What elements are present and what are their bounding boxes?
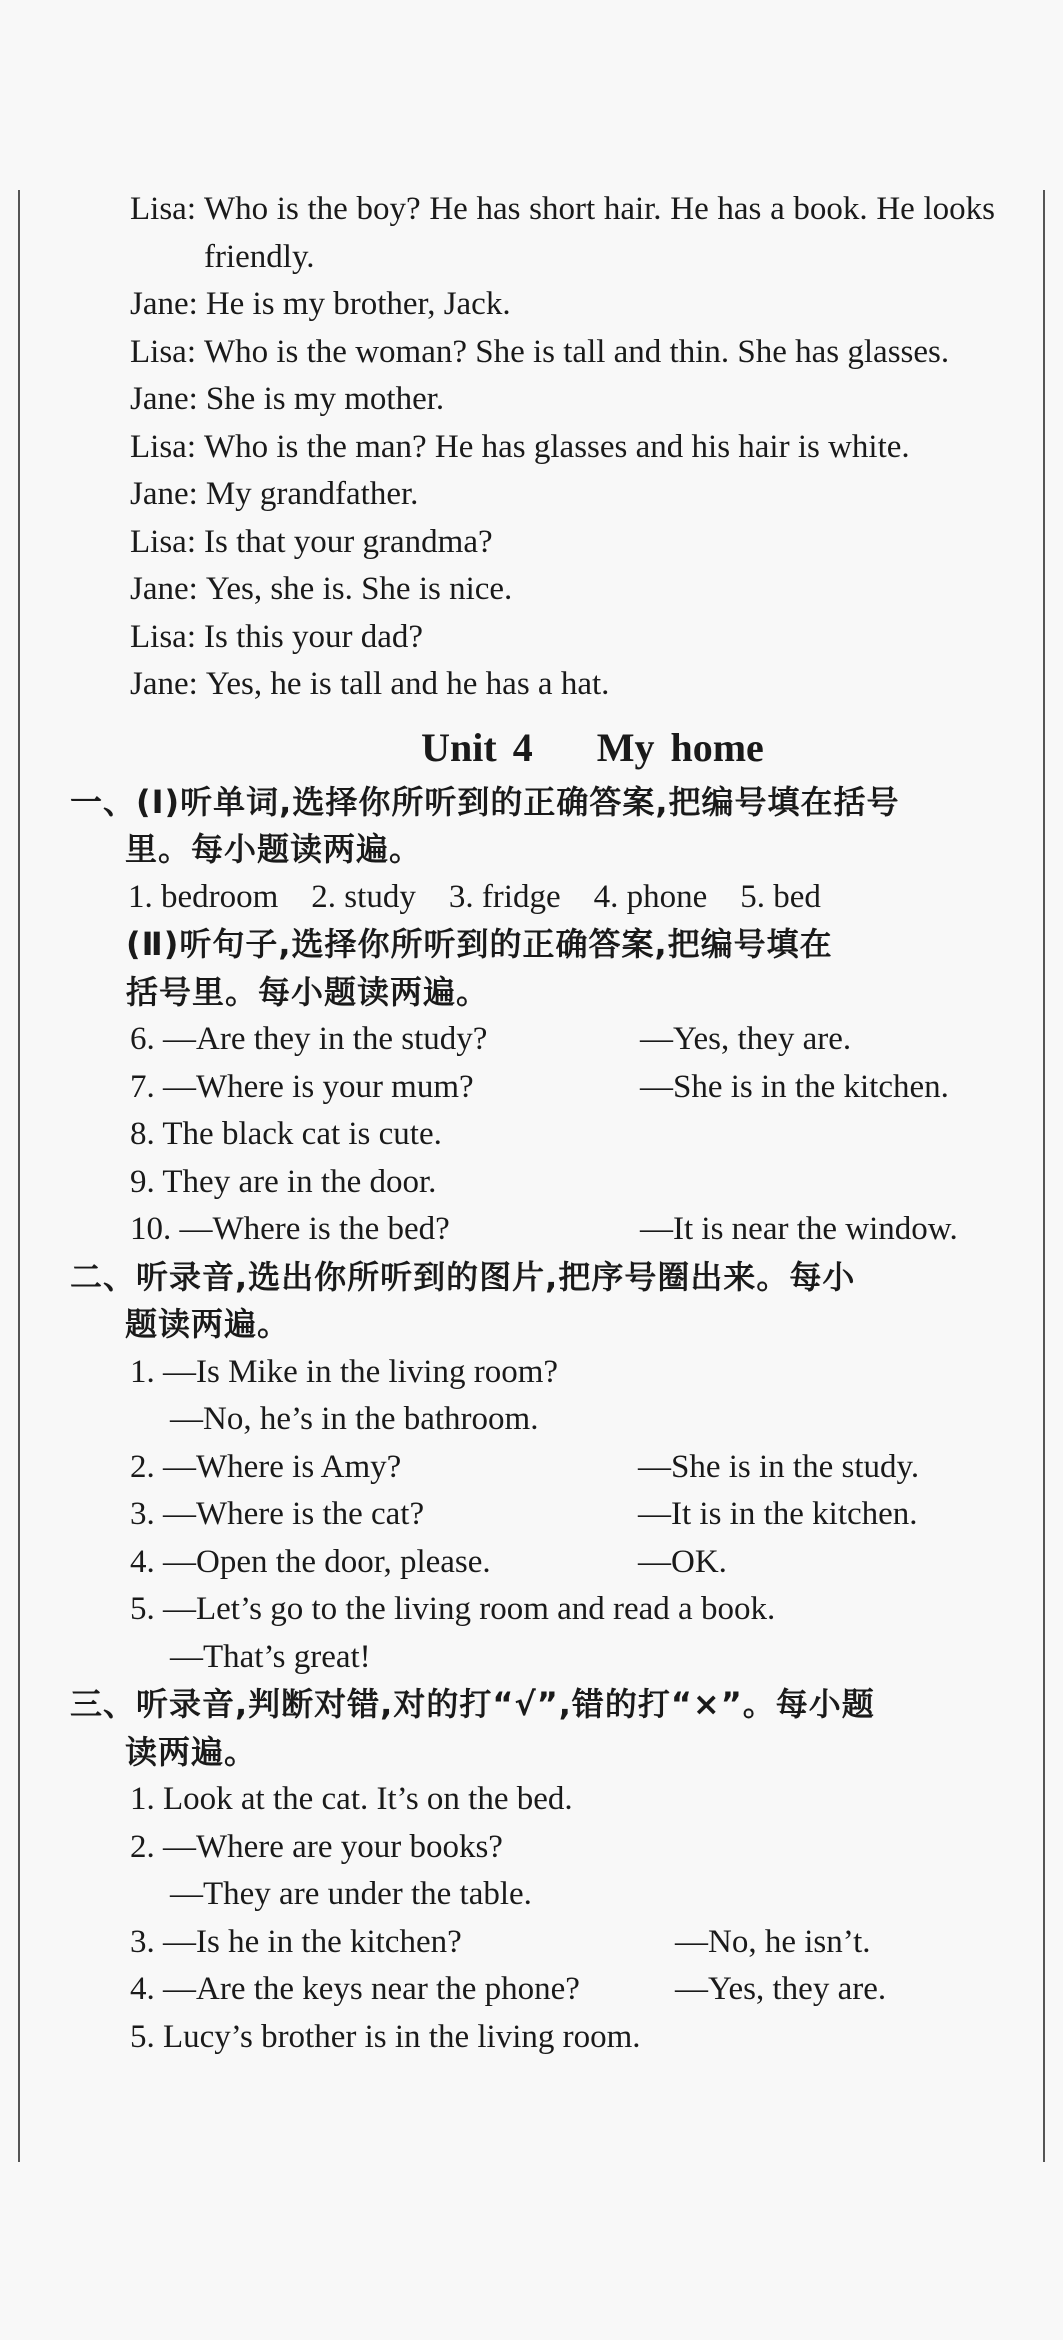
answer-text: —No, he’s in the bathroom.	[170, 1401, 539, 1437]
dialogue-text: Who is the woman? She is tall and thin. She has glasses.	[203, 333, 950, 370]
question-item	[130, 1491, 995, 1539]
question-text: 5. —Let’s go to the living room and read a book.	[130, 1591, 776, 1627]
question-text: 2. —Where are your books?	[130, 1828, 503, 1865]
section-1-part-2-heading-cont: 括号里。每小题读两遍。	[126, 972, 490, 1011]
dialogue-line	[130, 376, 995, 424]
answer-text: —OK.	[638, 1543, 727, 1580]
question-item	[130, 1016, 995, 1064]
dialogue-text: My grandfather.	[205, 476, 419, 512]
question-item	[130, 1539, 995, 1587]
answer-text: —They are under the table.	[170, 1876, 532, 1912]
answer-text: —Yes, they are.	[675, 1971, 887, 2007]
right-margin-rule	[1043, 190, 1045, 2162]
dialogue-line	[130, 661, 995, 709]
speaker: Jane:	[130, 286, 198, 322]
dialogue-text: Is this your dad?	[203, 618, 424, 655]
speaker: Jane:	[130, 381, 198, 417]
answer-text: —She is in the kitchen.	[640, 1068, 949, 1105]
section-1-heading: 一、(Ⅰ)听单词,选择你所听到的正确答案,把编号填在括号	[70, 782, 900, 821]
question-item	[130, 1111, 995, 1159]
question-item	[130, 1966, 995, 2014]
speaker: Jane:	[130, 571, 198, 607]
answer-text: —It is near the window.	[640, 1211, 958, 1247]
question-item	[130, 1159, 995, 1207]
question-text: 4. —Are the keys near the phone?	[130, 1971, 580, 2007]
answer-text: —That’s great!	[170, 1638, 371, 1675]
dialogue-text: Yes, he is tall and he has a hat.	[205, 666, 610, 702]
question-text: 5. Lucy’s brother is in the living room.	[130, 2018, 641, 2055]
dialogue-text: Yes, she is. She is nice.	[205, 571, 513, 607]
speaker: Jane:	[130, 476, 198, 512]
section-2	[70, 1254, 995, 1682]
dialogue-text: She is my mother.	[205, 381, 445, 417]
unit-title: Unit 4 My home	[421, 724, 764, 770]
question-text: 3. —Is he in the kitchen?	[130, 1923, 462, 1960]
page-content	[70, 186, 995, 2061]
question-text: 7. —Where is your mum?	[130, 1068, 474, 1105]
question-text: 2. —Where is Amy?	[130, 1448, 402, 1485]
dialogue-line	[130, 424, 995, 472]
answer-text: —Yes, they are.	[640, 1021, 852, 1057]
dialogue-text: Is that your grandma?	[203, 523, 493, 560]
speaker: Lisa:	[130, 191, 196, 227]
speaker: Lisa:	[130, 523, 196, 560]
dialogue-line	[130, 614, 995, 662]
question-text: 10. —Where is the bed?	[130, 1211, 450, 1247]
section-1-heading-cont: 里。每小题读两遍。	[125, 830, 423, 868]
word-list: 1. bedroom 2. study 3. fridge 4. phone 5. bed	[128, 878, 821, 915]
section-1-part-2-heading: (Ⅱ)听句子,选择你所听到的正确答案,把编号填在	[126, 925, 833, 963]
speaker: Jane:	[130, 666, 198, 702]
dialogue-line	[130, 566, 995, 614]
section-3	[70, 1681, 995, 2061]
question-text: 3. —Where is the cat?	[130, 1496, 425, 1532]
speaker: Lisa:	[130, 618, 196, 655]
question-item	[130, 1444, 995, 1492]
section-2-heading: 二、听录音,选出你所听到的图片,把序号圈出来。每小	[70, 1257, 856, 1296]
dialogue-line	[130, 186, 995, 281]
dialogue-block	[130, 186, 995, 709]
dialogue-text: Who is the man? He has glasses and his hair is white.	[203, 428, 910, 465]
question-item	[130, 1919, 995, 1967]
question-item	[130, 1064, 995, 1112]
question-text: 1. —Is Mike in the living room?	[130, 1353, 559, 1390]
answer-text: —No, he isn’t.	[675, 1923, 871, 1960]
dialogue-line	[130, 329, 995, 377]
question-text: 1. Look at the cat. It’s on the bed.	[130, 1781, 573, 1817]
question-text: 4. —Open the door, please.	[130, 1543, 491, 1580]
speaker: Lisa:	[130, 333, 196, 370]
question-text: 9. They are in the door.	[130, 1163, 437, 1200]
question-item	[130, 1206, 995, 1254]
question-text: 6. —Are they in the study?	[130, 1021, 488, 1057]
speaker: Lisa:	[130, 428, 196, 465]
section-1	[70, 779, 995, 1254]
question-text: 8. The black cat is cute.	[130, 1116, 442, 1152]
section-3-heading: 三、听录音,判断对错,对的打“√”,错的打“×”。每小题	[70, 1685, 875, 1723]
answer-text: —She is in the study.	[638, 1448, 920, 1485]
dialogue-line	[130, 281, 995, 329]
answer-text: —It is in the kitchen.	[638, 1496, 918, 1532]
dialogue-line	[130, 471, 995, 519]
section-3-heading-cont: 读两遍。	[125, 1732, 258, 1771]
left-margin-rule	[18, 190, 20, 2162]
dialogue-line	[130, 519, 995, 567]
dialogue-text: Who is the boy? He has short hair. He has a book. He looks friendly.	[203, 191, 995, 275]
dialogue-text: He is my brother, Jack.	[205, 286, 511, 322]
section-2-heading-cont: 题读两遍。	[125, 1305, 291, 1343]
